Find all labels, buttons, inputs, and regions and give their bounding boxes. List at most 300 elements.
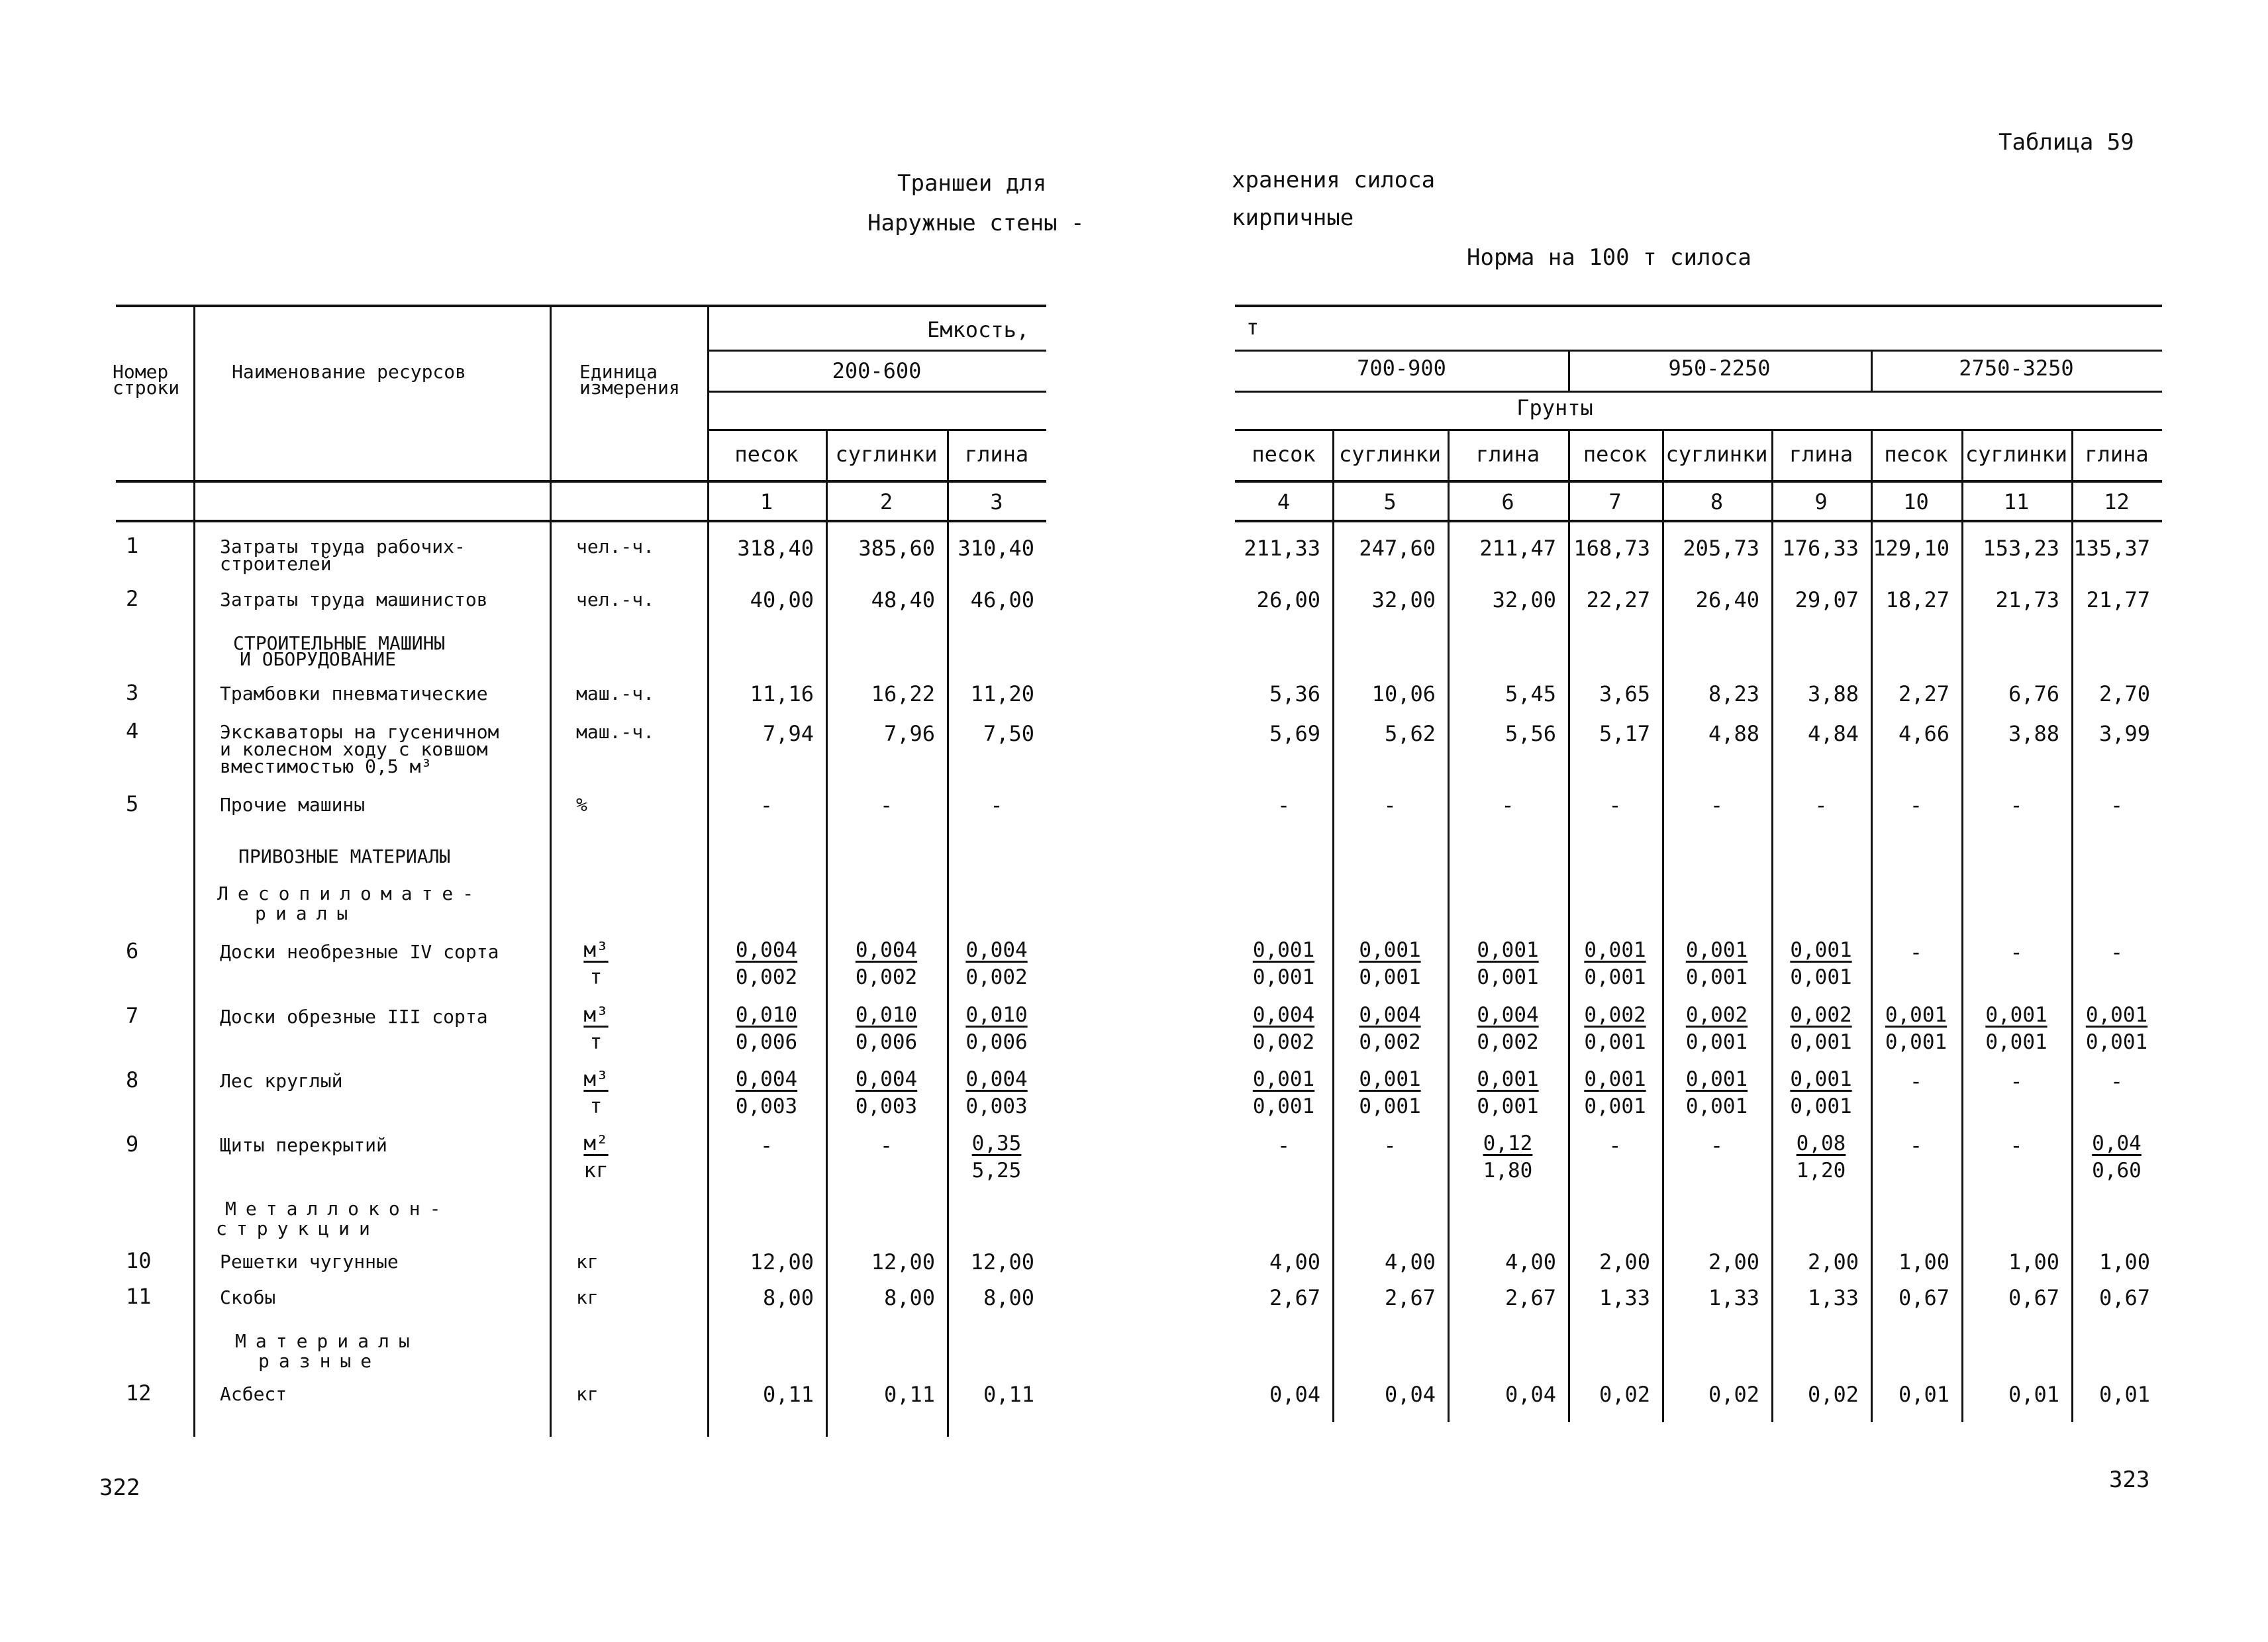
row-number: 7 [126,1003,139,1028]
rule-groups-right [1235,391,2162,393]
table-cell: 5,62 [1384,721,1436,746]
row-number: 4 [126,718,139,744]
table-cell: 1,33 [1708,1285,1759,1310]
value-top: 0,001 [1359,1067,1421,1091]
value-top: 0,001 [1252,938,1315,962]
table-cell: 129,10 [1873,536,1949,561]
table-cell: 4,66 [1898,721,1949,746]
table-cell: - [1909,793,1923,818]
value-bottom: 0,001 [1477,965,1539,989]
table-cell: 26,00 [1256,587,1320,612]
vline-c6 [1448,429,1450,1422]
subtitle-left: Наружные стены - [867,210,1085,236]
value-top: 0,001 [1477,938,1539,962]
table-cell: 211,33 [1244,536,1320,561]
group-label-2: 700-900 [1357,356,1446,381]
unit: чел.-ч. [576,589,655,610]
title-left: Траншеи для [897,170,1047,197]
rule-capacity-left [707,350,1046,352]
vline-c12 [2071,429,2073,1422]
soil-header: глина [964,442,1029,467]
table-cell: 2,67 [1504,1285,1556,1310]
unit-bottom: кг [583,1159,609,1183]
column-number: 8 [1710,489,1724,514]
value-top: 0,001 [1252,1067,1315,1091]
value-fraction [847,940,926,988]
table-cell: 8,00 [762,1285,814,1310]
table-cell: 11,20 [970,681,1034,706]
soil-header: суглинки [1965,442,2068,467]
table-cell: 0,02 [1807,1382,1859,1407]
value-bottom: 0,002 [1477,1030,1539,1054]
table-cell: - [2010,940,2023,965]
value-bottom: 0,001 [2085,1030,2148,1054]
value-bottom: 0,001 [1252,965,1315,989]
header-capacity-unit: т [1246,314,1259,340]
table-cell: 7,96 [883,721,935,746]
value-bottom: 1,20 [1796,1159,1846,1183]
value-top: 0,001 [1790,1067,1852,1091]
table-cell: - [1383,793,1397,818]
column-number: 10 [1903,489,1929,514]
row-number: 12 [126,1380,152,1406]
table-cell: 0,67 [2098,1285,2150,1310]
table-cell: - [1909,1133,1923,1158]
table-cell: 5,56 [1504,721,1556,746]
vline-c8 [1662,429,1664,1422]
resource-name: вместимостью 0,5 м³ [220,755,432,777]
table-cell: 32,00 [1371,587,1436,612]
value-bottom: 0,60 [2092,1159,2142,1183]
value-top: 0,001 [1477,1067,1539,1091]
value-fraction [1781,1005,1861,1053]
vline-c11 [1961,429,1963,1422]
table-cell: 7,50 [983,721,1034,746]
value-fraction [1468,1134,1548,1181]
table-cell: 310,40 [958,536,1034,561]
soil-header: песок [1884,442,1948,467]
value-bottom: 0,003 [855,1094,918,1118]
value-fraction [1877,1005,1956,1053]
rule-header-right [1235,480,2162,483]
table-cell: - [760,793,773,818]
resource-name: Трамбовки пневматические [220,683,488,704]
column-number: 3 [990,489,1003,514]
unit-fraction [576,1069,616,1117]
column-number: 6 [1501,489,1514,514]
value-fraction [727,940,807,988]
table-cell: - [879,1133,893,1158]
table-cell: 5,45 [1504,681,1556,706]
row-number: 5 [126,791,139,816]
soil-header: глина [1789,442,1853,467]
resource-name: Экскаваторы на гусеничном [220,721,499,743]
value-bottom: 0,001 [1790,1094,1852,1118]
value-fraction [1468,1069,1548,1117]
table-cell: 0,04 [1384,1382,1436,1407]
rule-soils-right [1235,429,2162,431]
value-top: 0,004 [965,938,1028,962]
row-number: 11 [126,1284,152,1309]
value-bottom: 0,001 [1790,1030,1852,1054]
value-top: 0,002 [1685,1003,1748,1027]
table-cell: - [1608,1133,1622,1158]
value-fraction [1575,940,1655,988]
value-bottom: 0,001 [1584,1094,1646,1118]
table-cell: 3,88 [2008,721,2059,746]
resource-name: Асбест [220,1383,287,1405]
rule-colnum-left [116,520,1046,522]
table-cell: 1,00 [2008,1249,2059,1275]
table-cell: 8,00 [983,1285,1034,1310]
value-top: 0,001 [1359,938,1421,962]
column-number: 7 [1608,489,1622,514]
column-number: 2 [879,489,893,514]
value-bottom: 0,001 [1359,965,1421,989]
resource-name: Затраты труда машинистов [220,589,488,610]
table-cell: 3,88 [1807,681,1859,706]
resource-name: и колесном ходу с ковшом [220,738,488,760]
table-cell: 1,00 [2098,1249,2150,1275]
soil-header: суглинки [835,442,938,467]
value-fraction [1350,940,1430,988]
column-number: 9 [1814,489,1828,514]
table-cell: 0,11 [983,1382,1034,1407]
unit: чел.-ч. [576,536,655,557]
value-bottom: 0,002 [1252,1030,1315,1054]
table-cell: 0,04 [1269,1382,1320,1407]
value-top: 0,35 [971,1132,1022,1155]
value-bottom: 0,001 [1985,1030,2047,1054]
column-number: 12 [2104,489,2130,514]
table-cell: 8,23 [1708,681,1759,706]
table-cell: 168,73 [1573,536,1650,561]
value-top: 0,004 [855,938,918,962]
unit-bottom: т [589,1094,603,1118]
table-cell: - [2110,1069,2124,1094]
value-top: 0,010 [855,1003,918,1027]
table-cell: - [1710,1133,1724,1158]
value-bottom: 0,001 [1252,1094,1315,1118]
unit-top: м³ [583,1067,609,1091]
value-top: 0,004 [735,938,798,962]
page-number-left: 322 [99,1474,140,1501]
table-cell: 5,17 [1599,721,1650,746]
value-bottom: 0,001 [1685,1094,1748,1118]
value-top: 0,004 [855,1067,918,1091]
value-fraction [1350,1005,1430,1053]
table-cell: 12,00 [871,1249,935,1275]
value-top: 0,004 [1477,1003,1539,1027]
header-unit-2: измерения [579,377,680,399]
value-bottom: 0,001 [1584,1030,1646,1054]
resource-name: Скобы [220,1286,276,1308]
value-fraction [1677,1069,1757,1117]
unit-top: м² [583,1132,609,1155]
table-cell: 16,22 [871,681,935,706]
page-number-right: 323 [2109,1467,2150,1493]
value-fraction [1677,1005,1757,1053]
table-cell: 10,06 [1371,681,1436,706]
value-fraction [1244,1069,1324,1117]
resource-name: Доски обрезные III сорта [220,1006,488,1028]
table-cell: 0,67 [2008,1285,2059,1310]
section-lumber-2: риалы [255,902,358,924]
value-top: 0,001 [1790,938,1852,962]
table-cell: - [2010,1133,2023,1158]
resource-name: Щиты перекрытий [220,1134,387,1156]
table-number: Таблица 59 [1998,129,2134,156]
section-machines-1: СТРОИТЕЛЬНЫЕ МАШИНЫ [233,632,446,654]
rule-groups-left [707,391,1046,393]
table-cell: 0,01 [1898,1382,1949,1407]
column-number: 5 [1383,489,1397,514]
value-top: 0,004 [735,1067,798,1091]
row-number: 2 [126,586,139,611]
table-cell: 0,11 [883,1382,935,1407]
soil-header: суглинки [1665,442,1768,467]
unit-top: м³ [583,1003,609,1027]
column-number: 11 [2003,489,2030,514]
table-cell: - [1710,793,1724,818]
value-fraction [2077,1134,2157,1181]
table-cell: - [1608,793,1622,818]
column-number: 4 [1277,489,1291,514]
row-number: 1 [126,533,139,558]
table-cell: - [1277,793,1291,818]
value-bottom: 0,001 [1685,965,1748,989]
soil-header: песок [1252,442,1316,467]
value-top: 0,08 [1796,1132,1846,1155]
value-fraction [1781,1069,1861,1117]
row-number: 10 [126,1248,152,1273]
table-cell: 2,00 [1599,1249,1650,1275]
resource-name: Доски необрезные IV сорта [220,941,499,963]
table-cell: 21,73 [1995,587,2059,612]
value-top: 0,001 [1584,1067,1646,1091]
value-fraction [1781,940,1861,988]
value-bottom: 0,002 [855,965,918,989]
group-label-4: 2750-3250 [1959,356,2074,381]
unit: маш.-ч. [576,721,655,743]
vline-c2 [826,429,828,1437]
table-cell: 2,67 [1269,1285,1320,1310]
table-cell: 1,00 [1898,1249,1949,1275]
unit-bottom: т [589,1030,603,1054]
vline-unit [550,305,552,1437]
value-bottom: 0,001 [1359,1094,1421,1118]
group-label-1: 200-600 [832,358,922,383]
table-cell: - [2110,940,2124,965]
value-bottom: 0,001 [1790,965,1852,989]
value-fraction [1468,1005,1548,1053]
value-fraction [1575,1005,1655,1053]
table-cell: 2,27 [1898,681,1949,706]
value-top: 0,002 [1790,1003,1852,1027]
value-bottom: 1,80 [1483,1159,1533,1183]
header-capacity: Емкость, [927,317,1030,342]
table-cell: - [879,793,893,818]
table-cell: 48,40 [871,587,935,612]
table-cell: 12,00 [970,1249,1034,1275]
value-bottom: 0,006 [965,1030,1028,1054]
header-unit-1: Единица [579,361,658,383]
table-cell: 26,40 [1695,587,1759,612]
header-row-no-1: Номер [113,361,169,383]
value-bottom: 0,001 [1685,1030,1748,1054]
value-bottom: 0,006 [735,1030,798,1054]
unit-bottom: т [589,965,603,989]
table-cell: 11,16 [750,681,814,706]
table-cell: 22,27 [1586,587,1650,612]
value-fraction [957,1069,1036,1117]
table-cell: 0,01 [2008,1382,2059,1407]
value-top: 0,001 [1685,938,1748,962]
section-machines-2: И ОБОРУДОВАНИЕ [240,648,397,670]
subtitle-right: кирпичные [1232,205,1354,231]
value-bottom: 0,001 [1584,965,1646,989]
value-fraction [1244,940,1324,988]
section-misc-1: Материалы [235,1330,419,1352]
table-cell: 2,00 [1708,1249,1759,1275]
table-cell: 0,02 [1708,1382,1759,1407]
rule-header-left [116,480,1046,483]
value-fraction [727,1005,807,1053]
soil-header: глина [2085,442,2149,467]
table-cell: 153,23 [1983,536,2059,561]
table-cell: 5,69 [1269,721,1320,746]
table-cell: 2,00 [1807,1249,1859,1275]
unit: кг [576,1251,599,1273]
table-cell: 385,60 [858,536,935,561]
table-cell: 4,88 [1708,721,1759,746]
vline-c10 [1871,429,1873,1422]
table-cell: 0,67 [1898,1285,1949,1310]
resource-name: строителей [220,553,332,575]
group-label-3: 950-2250 [1668,356,1771,381]
value-bottom: 0,001 [1477,1094,1539,1118]
value-top: 0,001 [2085,1003,2148,1027]
value-fraction [1575,1069,1655,1117]
table-cell: 205,73 [1683,536,1759,561]
table-cell: - [2010,793,2023,818]
value-fraction [1244,1005,1324,1053]
table-cell: - [1814,793,1828,818]
title-right: хранения силоса [1232,167,1436,193]
table-cell: 211,47 [1479,536,1556,561]
unit: % [576,794,587,816]
table-cell: - [1277,1133,1291,1158]
table-cell: 21,77 [2086,587,2150,612]
table-cell: - [990,793,1003,818]
value-bottom: 0,001 [1885,1030,1948,1054]
table-cell: 46,00 [970,587,1034,612]
value-bottom: 0,002 [735,965,798,989]
unit-fraction [576,1134,616,1181]
value-bottom: 0,006 [855,1030,918,1054]
table-cell: 0,02 [1599,1382,1650,1407]
table-cell: 6,76 [2008,681,2059,706]
value-top: 0,001 [1584,938,1646,962]
section-imported: ПРИВОЗНЫЕ МАТЕРИАЛЫ [238,845,451,867]
norm-text: Норма на 100 т силоса [1467,244,1751,271]
unit: кг [576,1286,599,1308]
rule-soils-left [707,429,1046,431]
resource-name: Затраты труда рабочих- [220,536,466,557]
section-misc-2: разные [258,1350,381,1372]
row-number: 8 [126,1067,139,1092]
soil-header: песок [1583,442,1648,467]
rule-capacity-right [1235,350,2162,352]
row-number: 9 [126,1132,139,1157]
table-cell: 12,00 [750,1249,814,1275]
value-fraction [1677,940,1757,988]
section-metal-1: Металлокон- [225,1198,450,1220]
value-top: 0,010 [965,1003,1028,1027]
table-cell: 318,40 [737,536,814,561]
section-metal-2: струкции [216,1218,379,1239]
unit: кг [576,1383,599,1405]
value-fraction [1350,1069,1430,1117]
table-cell: - [2110,793,2124,818]
soil-header: глина [1475,442,1540,467]
table-cell: 2,70 [2098,681,2150,706]
soil-header: песок [734,442,799,467]
table-cell: 0,01 [2098,1382,2150,1407]
table-cell: - [1909,1069,1923,1094]
table-cell: 5,36 [1269,681,1320,706]
resource-name: Прочие машины [220,794,366,816]
header-row-no-2: строки [113,377,180,399]
table-cell: 247,60 [1359,536,1436,561]
vline-c9 [1771,429,1773,1422]
table-cell: - [760,1133,773,1158]
table-cell: 3,65 [1599,681,1650,706]
header-name: Наименование ресурсов [232,361,467,383]
soils-label: Грунты [1516,395,1593,420]
section-lumber-1: Лесопиломате- [217,883,483,904]
table-cell: 8,00 [883,1285,935,1310]
value-top: 0,001 [1685,1067,1748,1091]
value-bottom: 0,003 [965,1094,1028,1118]
table-cell: - [1909,940,1923,965]
table-cell: - [1501,793,1514,818]
value-bottom: 5,25 [971,1159,1022,1183]
value-top: 0,12 [1483,1132,1533,1155]
value-top: 0,004 [965,1067,1028,1091]
value-fraction [727,1069,807,1117]
value-fraction [847,1069,926,1117]
rule-top-right [1235,305,2162,307]
value-fraction [1977,1005,2056,1053]
unit: маш.-ч. [576,683,655,704]
table-cell: 29,07 [1795,587,1859,612]
value-top: 0,010 [735,1003,798,1027]
row-number: 3 [126,680,139,705]
soil-header: суглинки [1338,442,1442,467]
row-number: 6 [126,938,139,963]
value-top: 0,04 [2092,1132,2142,1155]
table-cell: 176,33 [1782,536,1859,561]
value-bottom: 0,002 [965,965,1028,989]
table-cell: 3,99 [2098,721,2150,746]
value-fraction [957,940,1036,988]
vline-name [193,305,195,1437]
table-cell: 4,00 [1384,1249,1436,1275]
vline-c5 [1332,429,1334,1422]
table-cell: 2,67 [1384,1285,1436,1310]
table-cell: 1,33 [1599,1285,1650,1310]
